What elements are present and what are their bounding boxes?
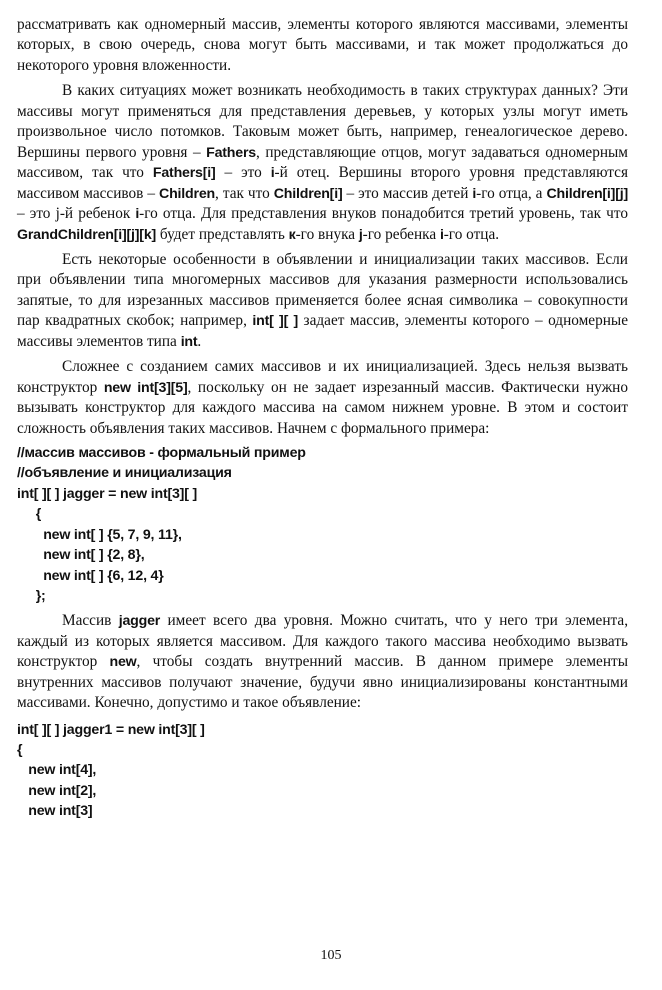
code-term: jagger — [118, 613, 161, 630]
text-run: -й отец. Вершины второго уровня представляются массивом массивов – — [17, 164, 628, 202]
text-run: -го внука — [295, 225, 359, 243]
text-run: Сложнее с созданием самих массивов и их инициализацией. Здесь нельзя вызвать конструктор — [17, 358, 628, 396]
text-run: , поскольку он не задает изрезанный массив. Фактически нужно вызывать конструктор для каждого массива на самом нижнем уровне. В этом и состоит сложность объявления таких массивов. Начнем с формального примера: — [17, 378, 628, 437]
code-term: j — [358, 226, 363, 243]
text-run: . — [197, 332, 202, 350]
text-run: будет представлять — [156, 225, 289, 243]
code-line: //массив массивов - формальный пример — [17, 445, 306, 462]
text-run: -го отца. Для представления внуков понадобится третий уровень, так что — [139, 205, 629, 223]
code-line: //объявление и инициализация — [17, 465, 232, 482]
text-run: рассматривать как одномерный массив, элементы которого являются массивами, элементы которых, в свою очередь, снова могут быть массивами, и так может продолжаться до некоторого уровня вложенности. — [17, 16, 628, 74]
code-block-jagger1 — [17, 720, 628, 822]
code-line: { — [17, 506, 42, 523]
text-run: имеет всего два уровня. Можно считать, что у него три элемента, каждый из которых является массивом. Для каждого такого массива необходимо вызвать конструктор — [17, 612, 629, 671]
code-term: int[ ][ ] — [252, 313, 299, 330]
code-term: Children[i] — [273, 185, 343, 202]
text-run: – это — [215, 164, 271, 182]
code-line: new int[2], — [17, 782, 97, 799]
code-term: new — [109, 654, 137, 671]
code-term: GrandChildren[i][j][k] — [17, 226, 157, 243]
page-number: 105 — [320, 948, 342, 963]
text-run: , чтобы создать внутренний массив. В данном примере элементы внутренних массивов получают значение, будучи явно инициализированы константными массивами. Конечно, допустимо и такое объявление: — [17, 653, 628, 712]
text-run: , так что — [215, 184, 274, 202]
code-block-formal-example — [17, 443, 628, 606]
code-term: i — [472, 185, 477, 202]
code-term: Children[i][j] — [546, 185, 628, 202]
code-term: Fathers — [206, 144, 256, 161]
text-run: – это массив детей — [342, 184, 473, 202]
code-line: new int[ ] {5, 7, 9, 11}, — [17, 526, 182, 543]
code-line: int[ ][ ] jagger1 = new int[3][ ] — [17, 721, 205, 738]
paragraph-intro-continuation — [17, 15, 628, 76]
code-line: new int[ ] {6, 12, 4} — [17, 567, 164, 584]
code-term: new int[3][5] — [103, 379, 188, 396]
code-term: i — [135, 206, 140, 223]
text-run: – это j-й ребенок — [17, 205, 136, 223]
text-run: -го отца. — [443, 225, 500, 243]
code-line: new int[ ] {2, 8}, — [17, 547, 145, 564]
code-line: new int[4], — [17, 762, 97, 779]
text-run: Массив — [62, 612, 119, 630]
text-run: задает массив, элементы которого – одномерные массивы элементов типа — [17, 312, 628, 350]
text-run: , представляющие отцов, могут задаваться одномерным массивом, так что — [17, 143, 628, 182]
text-run: -го ребенка — [362, 225, 440, 243]
text-run: Есть некоторые особенности в объявлении и инициализации таких массивов. Если при объявлении типа многомерных массивов для указания размерности использовались запятые, то для изрезанных массивов применяется более ясная символика – совокупности пар квадратных скобок; например, — [17, 250, 628, 330]
code-term: Fathers[i] — [152, 165, 216, 182]
code-line: new int[3] — [17, 803, 93, 820]
paragraph-initialization — [17, 357, 628, 439]
document-page — [17, 15, 628, 822]
code-term: int — [180, 333, 198, 350]
text-run: В каких ситуациях может возникать необходимость в таких структурах данных? Эти массивы могут применяться для представления деревьев, у которых узлы могут иметь произвольное число потомков. Таковым может быть, например, генеалогическое дерево. Вершины первого уровня – — [17, 82, 628, 161]
paragraph-declaration-features — [17, 250, 628, 352]
code-line: }; — [17, 587, 46, 604]
code-term: i — [439, 226, 444, 243]
code-term: i — [270, 165, 275, 182]
code-term: Children — [159, 185, 215, 202]
code-term: к — [288, 226, 296, 243]
paragraph-jagger-explanation — [17, 611, 628, 713]
code-line: { — [17, 741, 23, 758]
paragraph-use-cases — [17, 81, 628, 245]
code-line: int[ ][ ] jagger = new int[3][ ] — [17, 485, 197, 502]
text-run: -го отца, а — [476, 184, 547, 202]
